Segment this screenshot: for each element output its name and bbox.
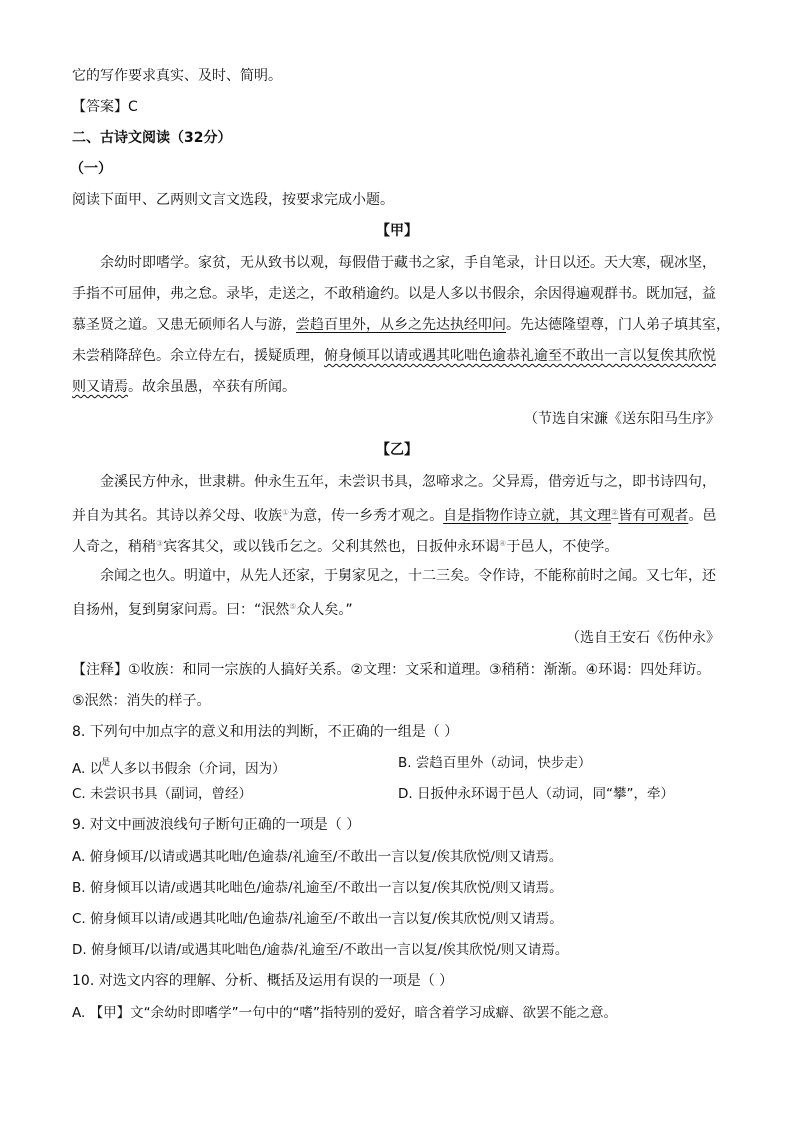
passage-jia-line: 余幼时即嗜学。家贫，无从致书以观，每假借于藏书之家，手自笔录，计日以还。天大寒，砚冰坚， xyxy=(100,255,716,271)
question-8-stem: 8. 下列句中加点字的意义和用法的判断，不正确的一组是（ ） xyxy=(72,724,459,740)
passage-jia-line xyxy=(72,377,296,397)
note-marker: ⑤ xyxy=(289,602,297,611)
question-8-option-a xyxy=(72,753,286,779)
note-marker: ① xyxy=(282,508,290,517)
text-segment: 宾客其父，或以钱币乞之。父利其然也，日扳仲永环谒 xyxy=(163,539,500,555)
text-segment: 并自为其名。其诗以养父母、收族 xyxy=(72,508,282,524)
emphasis-dot-char: 是 xyxy=(101,758,111,768)
text-segment: 众人矣。” xyxy=(296,602,353,618)
passage-yi-source: （选自王安石《伤仲永》 xyxy=(566,630,720,646)
option-text: 人多以书假余（介词，因为） xyxy=(110,761,286,777)
question-9-option-d: D. 俯身倾耳/以请/或遇其叱咄色/逾恭/礼逾至/不敢出一言以复/俟其欣悦/则又请焉。 xyxy=(72,942,569,958)
intro-line: 它的写作要求真实、及时、简明。 xyxy=(72,68,282,84)
question-9-stem: 9. 对文中画波浪线句子断句正确的一项是（ ） xyxy=(72,817,361,833)
underlined-sentence: 尝趋百里外，从乡之先达执经叩问 xyxy=(296,317,506,333)
wavy-underlined-sentence: 俯身倾耳以请或遇其叱咄色逾恭礼逾至不敢出一言以复俟其欣悦 xyxy=(324,348,716,364)
passage-jia-line: 手指不可屈伸，弗之怠。录毕，走送之，不敢稍逾约。以是人多以书假余，余因得遍观群书。既加冠，益 xyxy=(72,286,716,302)
text-segment: 。故余虽愚，卒获有所闻。 xyxy=(128,379,296,395)
notes-line: 【注释】①收族：和同一宗族的人搞好关系。②文理：文采和道理。③稍稍：渐渐。④环谒：四处拜访。 xyxy=(72,662,711,678)
instruction-line: 阅读下面甲、乙两则文言文选段，按要求完成小题。 xyxy=(72,192,394,208)
passage-jia-line xyxy=(72,346,716,366)
text-segment: 慕圣贤之道。又患无硕师名人与游， xyxy=(72,317,296,333)
text-segment: 未尝稍降辞色。余立侍左右，援疑质理， xyxy=(72,348,324,364)
question-9-option-a: A. 俯身倾耳/以请或遇其叱咄/色逾恭/礼逾至/不敢出一言以复/俟其欣悦/则又请焉。 xyxy=(72,849,563,865)
note-marker: ② xyxy=(611,508,619,517)
text-segment: 。邑 xyxy=(688,508,717,524)
notes-line: ⑤泯然：消失的样子。 xyxy=(72,693,211,709)
question-9-option-b: B. 俯身倾耳以请/或遇其叱咄色/逾恭/礼逾至/不敢出一言以复/俟其欣悦/则又请焉。 xyxy=(72,880,563,896)
passage-yi-line: 余闻之也久。明道中，从先人还家，于舅家见之，十二三矣。令作诗，不能称前时之闻。又七年，还 xyxy=(100,568,716,584)
note-marker: ④ xyxy=(499,539,507,548)
text-segment: 为意，传一乡秀才观之。 xyxy=(289,508,444,524)
passage-jia-line xyxy=(72,315,730,335)
wavy-underlined-sentence: 则又请焉 xyxy=(72,379,128,395)
text-segment: 人奇之，稍稍 xyxy=(72,539,156,555)
passage-yi-line xyxy=(72,597,353,620)
note-marker: ③ xyxy=(156,539,164,548)
passage-yi-title: 【乙】 xyxy=(376,442,418,458)
question-10-stem: 10. 对选文内容的理解、分析、概括及运用有误的一项是（ ） xyxy=(72,973,454,989)
question-10-option-a: A. 【甲】文“余幼时即嗜学”一句中的“嗜”指特别的爱好，暗含着学习成癖、欲罢不能之意。 xyxy=(72,1005,618,1021)
passage-jia-source: （节选自宋濂《送东阳马生序》 xyxy=(524,411,720,427)
question-9-option-c: C. 俯身倾耳以请/或遇其叱咄/色逾恭/礼逾至/不敢出一言以复/俟其欣悦/则又请焉。 xyxy=(72,911,563,927)
text-segment: 自扬州，复到舅家问焉。曰：“泯然 xyxy=(72,602,290,618)
answer-line: 【答案】C xyxy=(72,99,138,115)
passage-jia-title: 【甲】 xyxy=(376,223,418,239)
passage-yi-line xyxy=(72,534,618,557)
question-8-option-b: B. 尝趋百里外（动词，快步走） xyxy=(398,755,592,771)
question-8-option-d: D. 日扳仲永环谒于邑人（动词，同“攀”，牵） xyxy=(398,786,674,802)
subsection-heading: （一） xyxy=(70,161,112,177)
option-text: A. 以 xyxy=(72,761,104,777)
passage-yi-line xyxy=(72,503,716,526)
underlined-sentence: 皆有可观者 xyxy=(618,508,689,524)
text-segment: 于邑人，不使学。 xyxy=(506,539,619,555)
question-8-option-c: C. 未尝识书具（副词，曾经） xyxy=(72,786,253,802)
underlined-sentence: 自是指物作诗立就，其文理 xyxy=(443,508,612,524)
passage-yi-line: 金溪民方仲永，世隶耕。仲永生五年，未尝识书具，忽啼求之。父异焉，借旁近与之，即书诗四句， xyxy=(100,474,716,490)
text-segment: 。先达德隆望尊，门人弟子填其室， xyxy=(506,317,730,333)
section-heading: 二、古诗文阅读（32分） xyxy=(72,130,232,146)
